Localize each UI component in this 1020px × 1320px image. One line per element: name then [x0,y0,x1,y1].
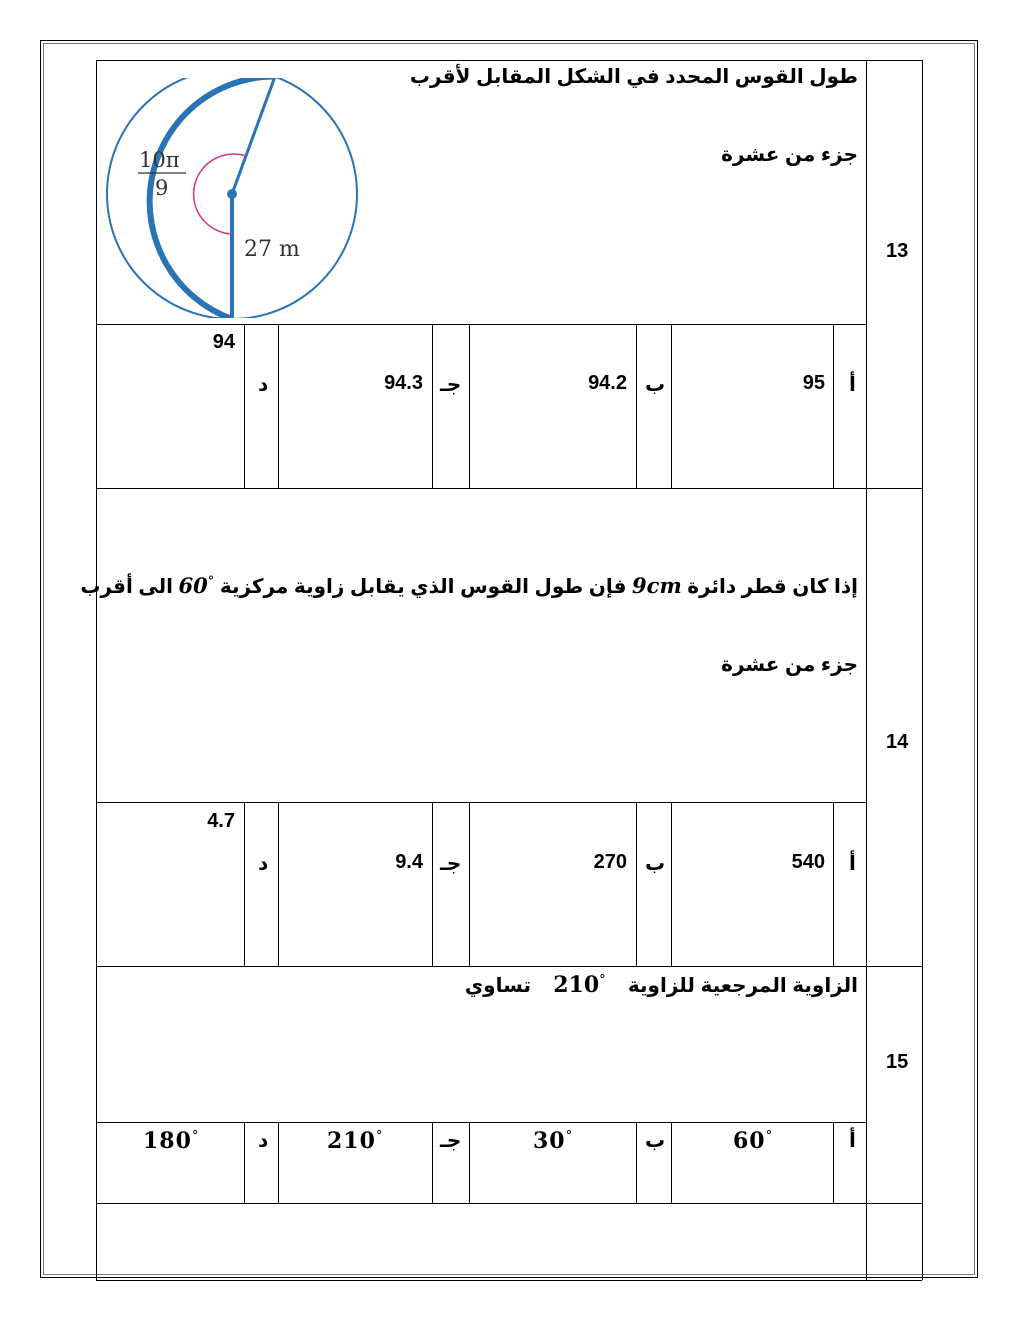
major-arc [150,78,275,318]
q15-option-c-value[interactable] [327,1128,383,1154]
question-15-number: 15 [886,1051,909,1073]
degree-symbol: ° [375,1128,384,1144]
q13-option-a-letter[interactable]: أ [849,374,856,396]
q14-option-c-letter[interactable]: جـ [440,853,462,875]
degree-symbol: ° [765,1128,774,1144]
q14-option-a-value[interactable]: 540 [791,851,825,873]
degree-symbol: ° [599,972,606,988]
q14-angle-value: 60 [178,573,208,598]
q15-option-a-number: 60 [733,1128,766,1154]
q14-option-b-letter[interactable]: ب [645,853,666,875]
q14-option-d-value[interactable]: 4.7 [207,810,235,832]
q15-option-d-number: 180 [143,1128,192,1154]
question-14-text-line2: جزء من عشرة [721,654,858,676]
q14-option-d-letter[interactable]: د [258,853,269,875]
q15-option-d-letter[interactable]: د [258,1130,269,1152]
q14-option-a-letter[interactable]: أ [849,853,856,875]
q15-option-b-letter[interactable]: ب [645,1130,666,1152]
radius-line-top [232,78,275,194]
q13-option-c-value[interactable]: 94.3 [384,372,423,394]
q15-option-a-letter[interactable]: أ [849,1130,856,1152]
q13-option-a-value[interactable]: 95 [802,372,825,394]
q13-option-d-letter[interactable]: د [258,374,269,396]
q15-option-d-value[interactable] [143,1128,199,1154]
q15-angle [553,972,605,998]
angle-label-denominator: 9 [155,176,169,200]
q15-text-part2: تساوي [464,975,531,997]
question-15-text [465,972,858,998]
degree-symbol: ° [565,1128,574,1144]
degree-symbol: ° [191,1128,200,1144]
q15-option-b-value[interactable] [533,1128,573,1154]
question-13-text-line2: جزء من عشرة [721,144,858,166]
q14-text-part2: فإن طول القوس الذي يقابل زاوية مركزية [219,576,627,598]
q14-diameter: 9cm [632,573,682,598]
q13-option-d-value[interactable]: 94 [212,331,235,353]
q14-option-c-value[interactable]: 9.4 [395,851,423,873]
center-point [227,189,237,199]
question-13-number: 13 [886,240,909,262]
question-13-text-line1: طول القوس المحدد في الشكل المقابل لأقرب [409,66,858,88]
q15-option-b-number: 30 [533,1128,566,1154]
q15-option-c-letter[interactable]: جـ [440,1130,462,1152]
q15-option-c-number: 210 [327,1128,376,1154]
degree-symbol: ° [207,574,215,589]
q13-option-b-value[interactable]: 94.2 [588,372,627,394]
q13-option-b-letter[interactable]: ب [645,374,666,396]
radius-label: 27 m [244,237,300,262]
q13-option-c-letter[interactable]: جـ [440,374,462,396]
question-14-number: 14 [886,731,909,753]
angle-arc [194,154,246,234]
angle-label-numerator: 10π [139,148,180,172]
q14-option-b-value[interactable]: 270 [593,851,627,873]
q15-angle-value: 210 [553,972,600,998]
question-14-text-line1 [80,573,858,599]
q15-option-a-value[interactable] [733,1128,773,1154]
q14-text-part1: إذا كان قطر دائرة [687,576,858,598]
question-13-circle-figure [100,78,370,318]
q14-angle [179,573,215,598]
q15-text-part1: الزاوية المرجعية للزاوية [627,975,858,997]
q14-text-part3: الى أقرب [80,576,173,598]
